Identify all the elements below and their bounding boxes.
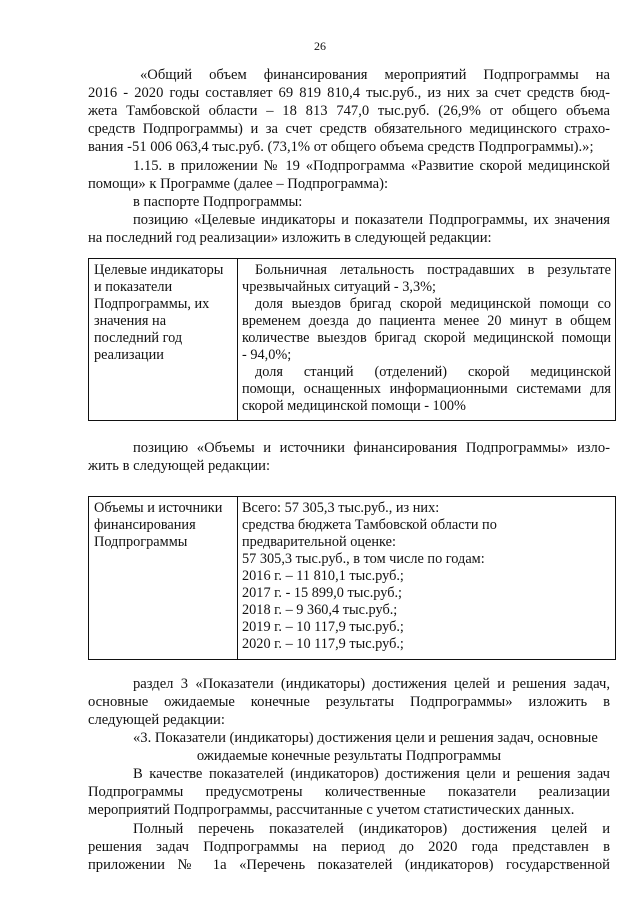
paragraph-line: следующей редакции: bbox=[88, 712, 225, 728]
table-value-line: скорой медицинской помощи - 100% bbox=[242, 398, 466, 414]
section-heading-line: ожидаемые конечные результаты Подпрограммы bbox=[196, 748, 502, 764]
table-value-line: 2018 г. – 9 360,4 тыс.руб.; bbox=[242, 602, 398, 618]
paragraph-line: мероприятий Подпрограммы, рассчитанные с учетом статистических данных. bbox=[88, 802, 575, 818]
table-label-line: значения на bbox=[94, 313, 167, 329]
paragraph-line: основные ожидаемые конечные результаты Подпрограммы» изложить в bbox=[88, 694, 610, 710]
table-value-line: 2016 г. – 11 810,1 тыс.руб.; bbox=[242, 568, 404, 584]
table-value-line: 2017 г. - 15 899,0 тыс.руб.; bbox=[242, 585, 403, 601]
table-value-line: Всего: 57 305,3 тыс.руб., из них: bbox=[242, 500, 440, 516]
table-value-line: доля выездов бригад скорой медицинской помощи со bbox=[255, 296, 611, 312]
paragraph-line: жета Тамбовской области – 18 813 747,0 тыс.руб. (26,9% от общего объема bbox=[88, 103, 610, 119]
paragraph-line: помощи» к Программе (далее – Подпрограмма): bbox=[88, 176, 389, 192]
paragraph-line: 1.15. в приложении № 19 «Подпрограмма «Развитие скорой медицинской bbox=[133, 158, 610, 174]
paragraph-line: Полный перечень показателей (индикаторов) достижения целей и bbox=[133, 821, 610, 837]
section-heading-line: «3. Показатели (индикаторы) достижения цели и решения задач, основные bbox=[133, 730, 598, 746]
table-value-line: временем доезда до пациента менее 20 минут в общем bbox=[242, 313, 611, 329]
table-label-line: Подпрограммы, их bbox=[94, 296, 210, 312]
paragraph-line: жить в следующей редакции: bbox=[88, 458, 271, 474]
table-label-line: последний год bbox=[94, 330, 183, 346]
table-value-line: помощи, оснащенных информационными системами для bbox=[242, 381, 611, 397]
indicators-table bbox=[88, 258, 616, 421]
paragraph-line: средств Подпрограммы) и за счет средств обязательного медицинского страхо- bbox=[88, 121, 610, 137]
paragraph-line: «Общий объем финансирования мероприятий Подпрограммы на bbox=[140, 67, 610, 83]
table-value-line: предварительной оценке: bbox=[242, 534, 396, 550]
table-label-line: финансирования bbox=[94, 517, 196, 533]
paragraph-line: в паспорте Подпрограммы: bbox=[133, 194, 303, 210]
table-value-line: средства бюджета Тамбовской области по bbox=[242, 517, 497, 533]
table-divider bbox=[237, 259, 238, 420]
table-value-line: 2020 г. – 10 117,9 тыс.руб.; bbox=[242, 636, 404, 652]
table-label-line: Целевые индикаторы bbox=[94, 262, 224, 278]
table-value-line: - 94,0%; bbox=[242, 347, 292, 363]
paragraph-line: приложении № 1а «Перечень показателей (индикаторов) государственной bbox=[88, 857, 610, 873]
paragraph-line: В качестве показателей (индикаторов) достижения цели и решения задач bbox=[133, 766, 610, 782]
table-value-line: 57 305,3 тыс.руб., в том числе по годам: bbox=[242, 551, 485, 567]
paragraph-line: позицию «Целевые индикаторы и показатели Подпрограммы, их значения bbox=[133, 212, 610, 228]
paragraph-line: позицию «Объемы и источники финансирования Подпрограммы» изло- bbox=[133, 440, 610, 456]
table-label-line: и показатели bbox=[94, 279, 173, 295]
table-divider bbox=[237, 497, 238, 659]
table-label-line: Подпрограммы bbox=[94, 534, 188, 550]
table-value-line: чрезвычайных ситуаций - 3,3%; bbox=[242, 279, 437, 295]
paragraph-line: раздел 3 «Показатели (индикаторы) достижения целей и решения задач, bbox=[133, 676, 610, 692]
table-label-line: реализации bbox=[94, 347, 164, 363]
page-number: 26 bbox=[314, 39, 326, 53]
paragraph-line: вания -51 006 063,4 тыс.руб. (73,1% от общего объема средств Подпрограммы).»; bbox=[88, 139, 594, 155]
paragraph-line: Подпрограммы предусмотрены количественные показатели реализации bbox=[88, 784, 610, 800]
table-value-line: доля станций (отделений) скорой медицинской bbox=[255, 364, 611, 380]
table-value-line: Больничная летальность пострадавших в результате bbox=[255, 262, 611, 278]
table-value-line: количестве выездов бригад скорой медицинской помощи bbox=[242, 330, 611, 346]
table-value-line: 2019 г. – 10 117,9 тыс.руб.; bbox=[242, 619, 404, 635]
funding-table bbox=[88, 496, 616, 660]
paragraph-line: 2016 - 2020 годы составляет 69 819 810,4 тыс.руб., из них за счет средств бюд- bbox=[88, 85, 610, 101]
paragraph-line: на последний год реализации» изложить в следующей редакции: bbox=[88, 230, 492, 246]
paragraph-line: решения задач Подпрограммы на период до 2020 года представлен в bbox=[88, 839, 610, 855]
table-label-line: Объемы и источники bbox=[94, 500, 223, 516]
